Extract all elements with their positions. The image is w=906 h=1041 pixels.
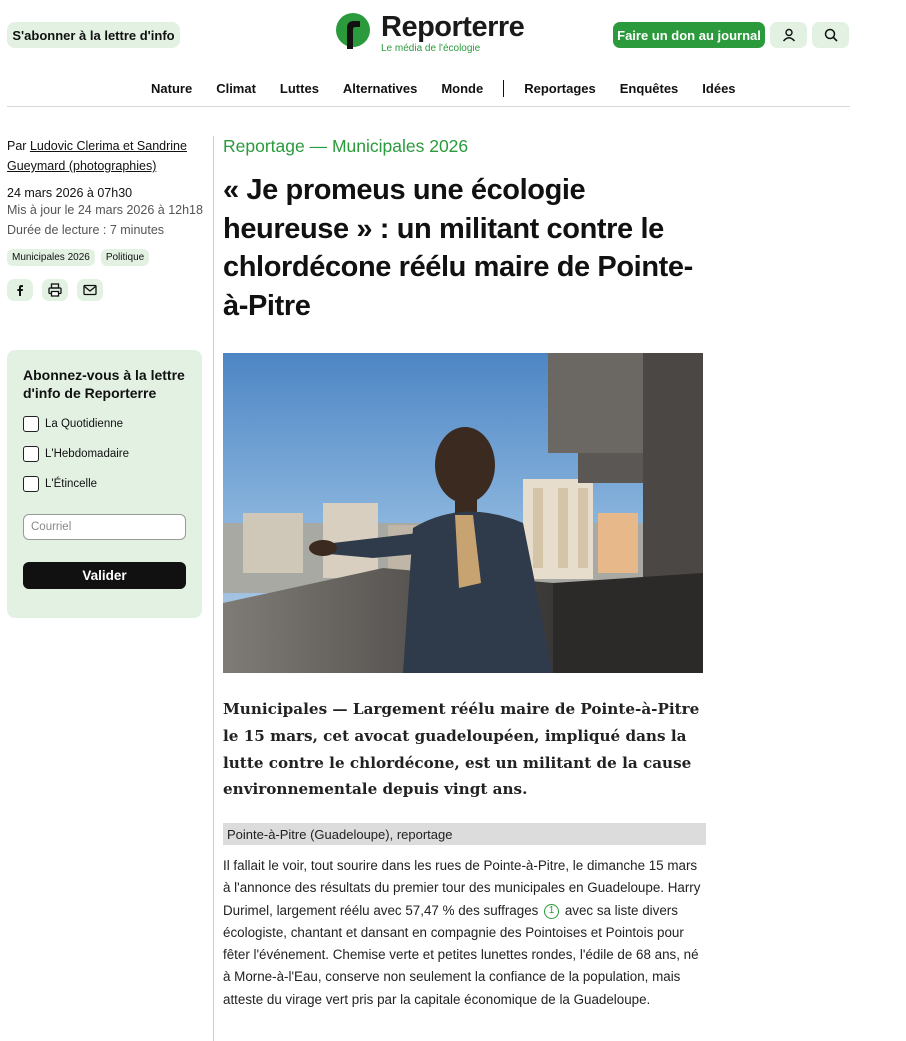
newsletter-option-etincelle[interactable] [23,476,186,492]
nav-item-enquetes[interactable]: Enquêtes [619,81,679,96]
search-icon [824,28,838,42]
tag-list [7,249,203,266]
option-label: La Quotidienne [45,418,124,430]
account-button[interactable] [770,22,807,48]
article-body [223,855,701,1011]
newsletter-form [7,350,202,618]
option-label: L'Hebdomadaire [45,448,130,460]
body-text-part1: Il fallait le voir, tout sourire dans les rues de Pointe-à-Pitre, le dimanche 15 mars à l'annonce des résultats du premier tour des municipales en Guadeloupe. Harry Durimel, largement réélu avec 57,47 % des suffrages [223,858,701,918]
report-location: Pointe-à-Pitre (Guadeloupe), reportage [223,823,706,845]
checkbox-hebdomadaire[interactable] [23,446,39,462]
byline-prefix: Par [7,139,27,153]
header-divider [7,106,850,107]
newsletter-title: Abonnez-vous à la lettre d'info de Reporterre [23,367,185,401]
user-icon [782,28,796,42]
donate-button[interactable]: Faire un don au journal [613,22,765,48]
mail-icon [83,284,97,296]
article-photo [223,353,703,673]
newsletter-option-hebdomadaire[interactable] [23,446,186,462]
update-date: Mis à jour le 24 mars 2026 à 12h18 [7,203,203,217]
site-logo[interactable] [335,12,524,54]
tag-politique[interactable]: Politique [101,249,149,266]
checkbox-quotidienne[interactable] [23,416,39,432]
nav-item-nature[interactable]: Nature [151,81,193,96]
article-kicker[interactable]: Reportage — Municipales 2026 [223,136,469,156]
checkbox-etincelle[interactable] [23,476,39,492]
print-button[interactable] [42,279,68,301]
logo-tagline: Le média de l'écologie [381,43,481,54]
print-icon [48,283,62,297]
nav-item-idees[interactable]: Idées [702,81,736,96]
publication-date: 24 mars 2026 à 07h30 [7,186,133,200]
newsletter-signup-button[interactable]: S'abonner à la lettre d'info [7,22,180,48]
column-divider [213,136,214,1041]
author-link[interactable]: Ludovic Clerima et Sandrine Gueymard (photographies) [7,139,187,173]
tag-municipales-2026[interactable]: Municipales 2026 [7,249,95,266]
article-header [223,136,708,325]
newsletter-submit-button[interactable]: Valider [23,562,186,589]
nav-divider [503,80,504,97]
article-sidebar [7,136,203,301]
logo-name: Reporterre [381,11,525,43]
body-text-part2: avec sa liste divers écologiste, chantant et dansant en compagnie des Pointoises et Pointois pour fêter l'événement. Chemise verte et petites lunettes rondes, l'édile de 68 ans, né à Morne-à-l'Eau, conserve non seulement la confiance de la population, mais atteste du virage vert pris par la capitale économique de la Guadeloupe. [223,902,699,1007]
nav-item-climat[interactable]: Climat [216,81,256,96]
nav-item-monde[interactable]: Monde [441,81,484,96]
reading-time: Durée de lecture : 7 minutes [7,223,165,237]
share-email-button[interactable] [77,279,103,301]
byline [7,136,203,176]
main-navigation [151,80,760,97]
footnote-link[interactable]: 1 [544,904,559,919]
article-title: « Je promeus une écologie heureuse » : un militant contre le chlordécone réélu maire de Pointe-à-Pitre [223,174,693,322]
newsletter-option-quotidienne[interactable] [23,416,186,432]
facebook-icon [14,284,26,296]
nav-item-reportages[interactable]: Reportages [524,81,596,96]
nav-item-luttes[interactable]: Luttes [279,81,319,96]
search-button[interactable] [812,22,849,48]
share-facebook-button[interactable] [7,279,33,301]
article-lead: Municipales — Largement réélu maire de Pointe-à-Pitre le 15 mars, cet avocat guadeloupéen, impliqué dans la lutte contre le chlordécone, est un militant de la cause environnementale depuis vingt ans. [223,700,700,799]
share-buttons [7,279,203,301]
nav-item-alternatives[interactable]: Alternatives [342,81,418,96]
option-label: L'Étincelle [45,478,98,490]
logo-icon [335,12,371,50]
email-field[interactable] [23,514,186,540]
